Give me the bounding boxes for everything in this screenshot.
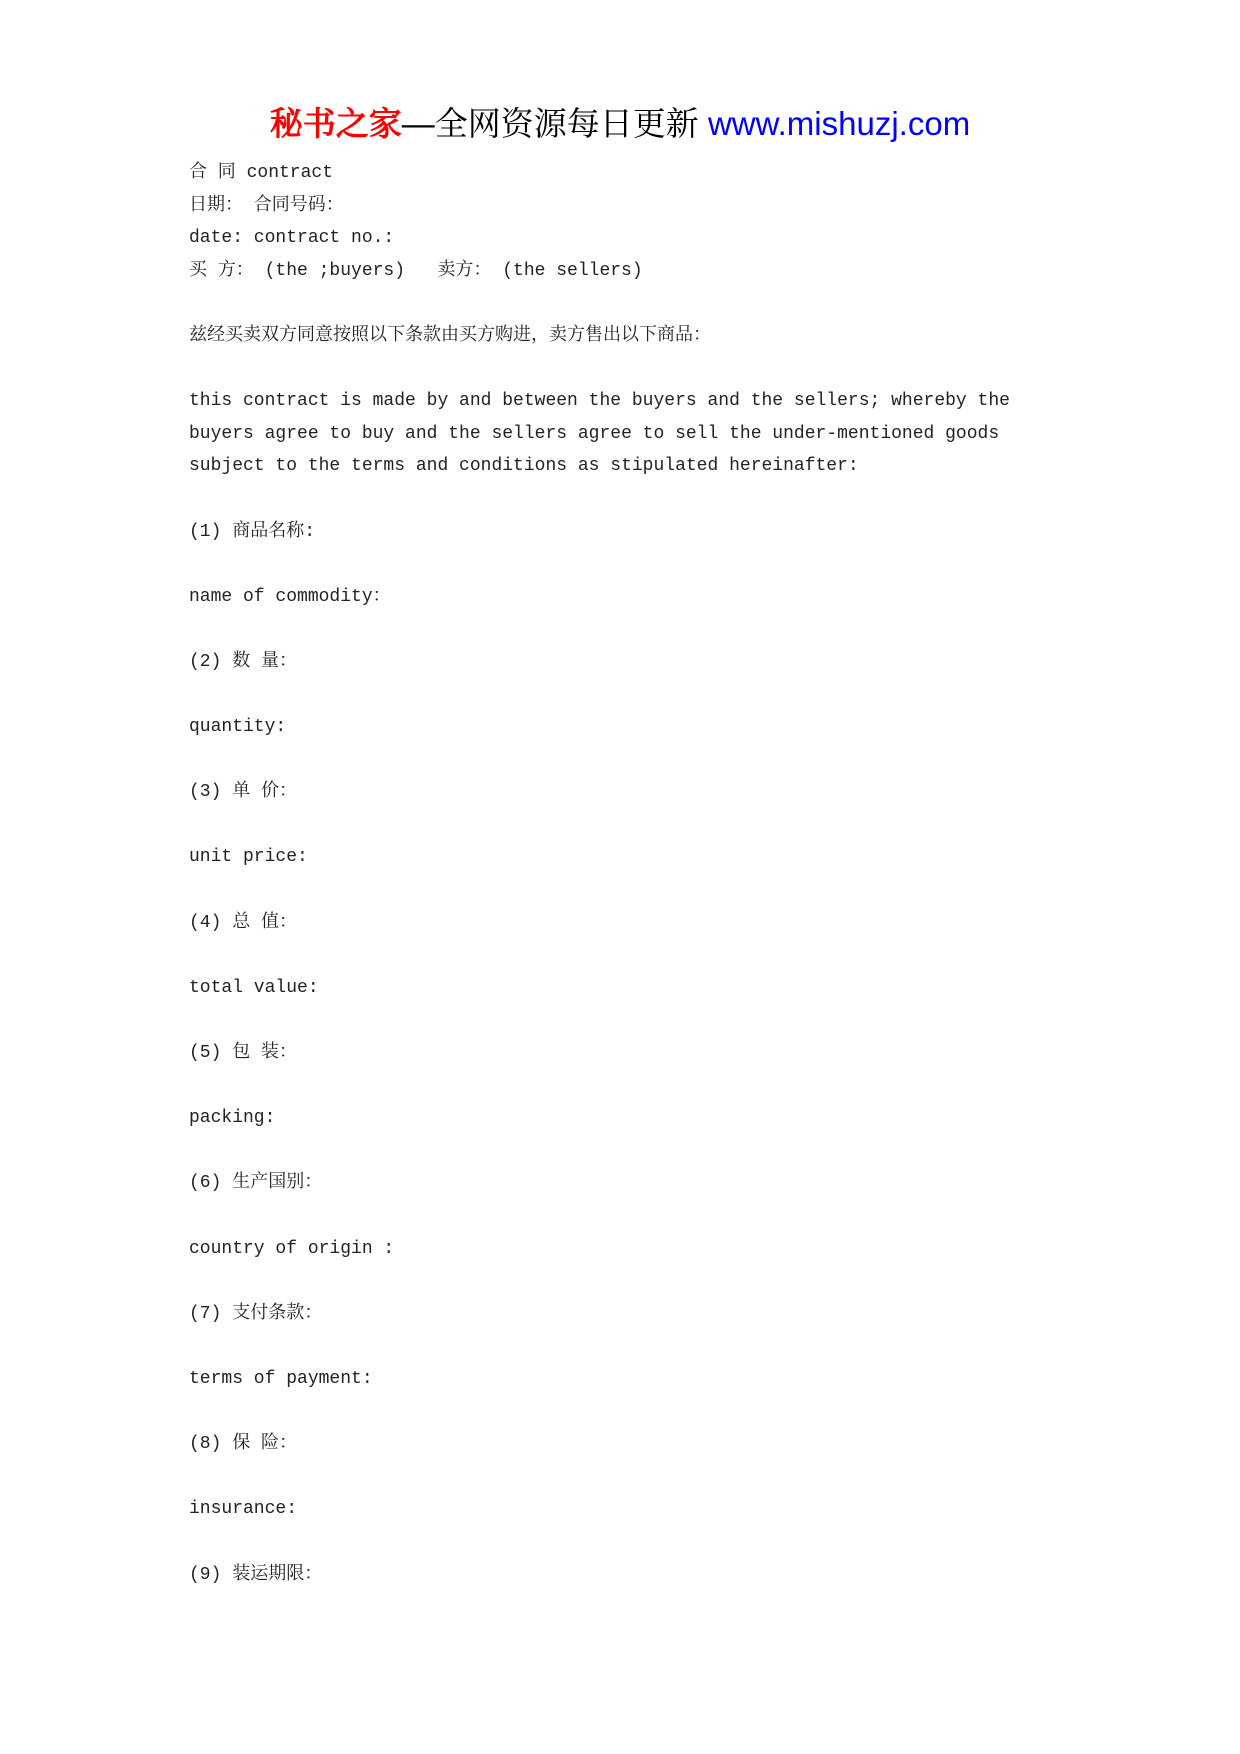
date-line-en: date: contract no.: bbox=[189, 228, 395, 249]
header-tagline: —全网资源每日更新 bbox=[401, 105, 699, 142]
clause-8-cn: (8) 保 险： bbox=[189, 1434, 298, 1455]
intro-en-line: this contract is made by and between the buyers and the sellers; whereby the bbox=[189, 391, 1010, 412]
clause-6-en: country of origin : bbox=[189, 1238, 395, 1259]
clause-1-cn: (1) 商品名称: bbox=[189, 521, 316, 542]
clause-5-cn: (5) 包 装： bbox=[189, 1043, 298, 1064]
parties-line: 买 方： (the ;buyers) 卖方： (the sellers) bbox=[189, 260, 643, 281]
contract-body bbox=[189, 157, 1051, 1591]
intro-en-line: buyers agree to buy and the sellers agree to sell the under-mentioned goods bbox=[189, 423, 1000, 444]
clause-4-en: total value: bbox=[189, 977, 319, 998]
header-brand: 秘书之家 bbox=[269, 105, 402, 142]
header-url-link[interactable]: www.mishuzj.com bbox=[707, 105, 971, 142]
clause-2-cn: (2) 数 量： bbox=[189, 651, 298, 672]
clause-2-en: quantity: bbox=[189, 717, 287, 738]
intro-en-line: subject to the terms and conditions as stipulated hereinafter: bbox=[189, 456, 859, 477]
contract-title: 合 同 contract bbox=[189, 163, 334, 183]
clause-7-cn: (7) 支付条款： bbox=[189, 1303, 323, 1324]
clause-6-cn: (6) 生产国别： bbox=[189, 1173, 323, 1194]
clause-3-cn: (3) 单 价： bbox=[189, 782, 298, 803]
intro-en-paragraph bbox=[189, 385, 1051, 483]
clause-5-en: packing: bbox=[189, 1108, 276, 1129]
clause-8-en: insurance: bbox=[189, 1499, 298, 1520]
date-line-cn: 日期： 合同号码： bbox=[189, 195, 344, 216]
clause-3-en: unit price: bbox=[189, 847, 308, 868]
page-header bbox=[0, 104, 1240, 144]
clause-7-en: terms of payment: bbox=[189, 1368, 373, 1389]
intro-cn: 兹经买卖双方同意按照以下条款由买方购进，卖方售出以下商品： bbox=[189, 325, 711, 346]
clause-4-cn: (4) 总 值： bbox=[189, 912, 298, 933]
clause-1-en: name of commodity： bbox=[189, 586, 391, 607]
clause-9-cn: (9) 装运期限： bbox=[189, 1564, 323, 1585]
